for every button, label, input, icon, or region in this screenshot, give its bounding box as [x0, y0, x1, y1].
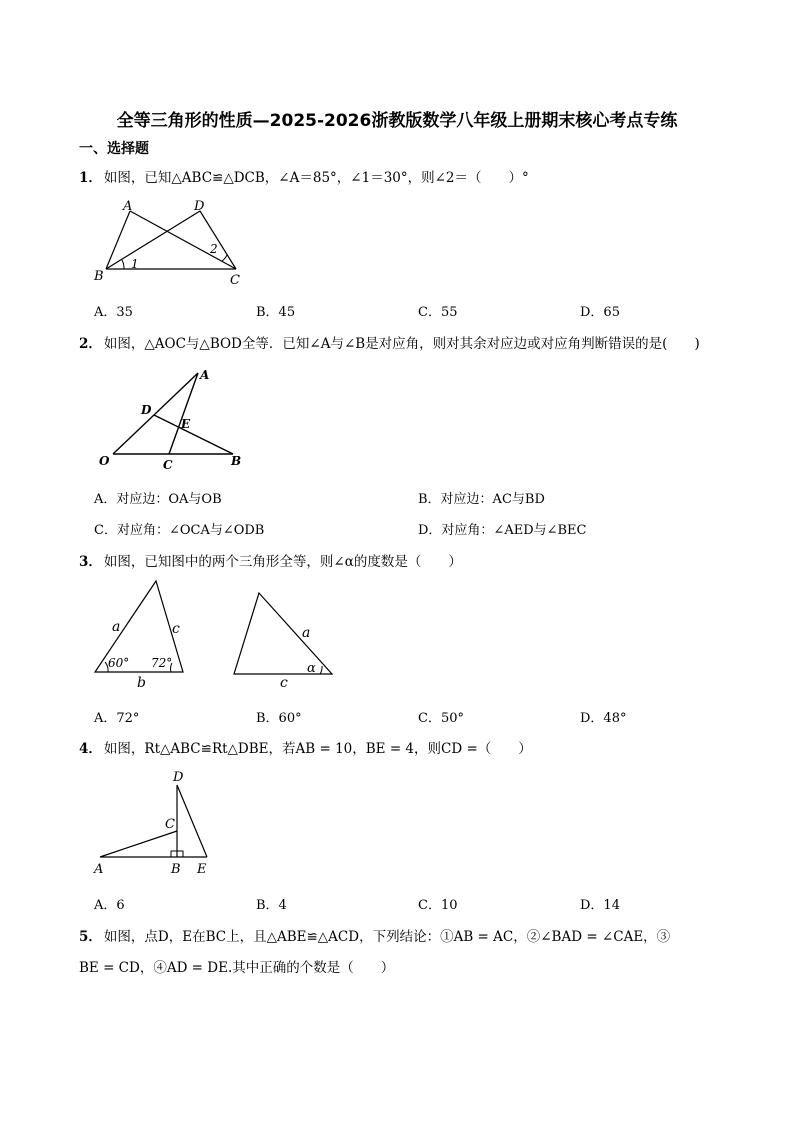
figure-q2 [95, 362, 255, 474]
label-a: a [112, 619, 121, 635]
question-stem: 如图，已知△ABC≌△DCB，∠A＝85°，∠1＝30°，则∠2＝（ ）° [103, 170, 529, 186]
label-B: B [231, 454, 242, 468]
figure-q3 [88, 578, 348, 690]
question-number: 2． [79, 336, 102, 352]
question-4 [79, 737, 532, 757]
label-O: O [99, 454, 110, 468]
option-b: B．60° [256, 711, 302, 726]
option-c: C．对应角：∠OCA与∠ODB [94, 523, 265, 538]
option-b: B．4 [256, 898, 287, 913]
option-a: A．72° [94, 711, 140, 726]
question-number: 5． [79, 929, 102, 945]
label-D: D [173, 770, 184, 785]
question-stem: 如图，已知图中的两个三角形全等，则∠α的度数是（ ） [103, 554, 462, 570]
option-d: D．48° [580, 711, 627, 726]
question-1 [79, 166, 529, 186]
question-stem: 如图，点D，E在BC上，且△ABE≌△ACD，下列结论：①AB = AC，②∠BAD = ∠CAE，③ [103, 929, 671, 945]
option-a: A．对应边：OA与OB [94, 492, 222, 507]
figure-q1 [90, 195, 250, 287]
label-alpha: α [307, 661, 316, 676]
question-3 [79, 550, 462, 570]
page-title: 全等三角形的性质—2025-2026浙教版数学八年级上册期末核心考点专练 [116, 111, 678, 131]
question-stem: 如图，△AOC与△BOD全等．已知∠A与∠B是对应角，则对其余对应边或对应角判断错误的是( ) [103, 336, 700, 352]
label-a: a [302, 625, 311, 641]
label-72: 72° [151, 656, 173, 670]
label-D: D [194, 199, 205, 214]
option-d: D．14 [580, 898, 620, 913]
label-1: 1 [131, 257, 139, 271]
label-C: C [165, 817, 175, 832]
option-c: C．50° [418, 711, 464, 726]
option-d: D．65 [580, 305, 620, 320]
option-a: A．6 [94, 898, 125, 913]
label-D: D [141, 403, 152, 417]
question-5 [79, 925, 670, 945]
label-c: c [280, 675, 288, 690]
label-A: A [123, 199, 133, 214]
question-stem: 如图，Rt△ABC≌Rt△DBE，若AB = 10，BE = 4，则CD =（ ） [103, 741, 532, 757]
label-60: 60° [108, 656, 130, 670]
label-b: b [137, 675, 146, 690]
question-number: 4． [79, 741, 102, 757]
label-2: 2 [210, 242, 218, 256]
label-A: A [200, 368, 210, 382]
option-d: D．对应角：∠AED与∠BEC [418, 523, 587, 538]
label-A: A [94, 862, 104, 877]
question-number: 3． [79, 554, 102, 570]
option-b: B．45 [256, 305, 296, 320]
label-C: C [163, 458, 173, 472]
label-C: C [230, 273, 240, 287]
label-E: E [181, 417, 191, 431]
option-c: C．10 [418, 898, 458, 913]
label-E: E [197, 862, 207, 877]
question-5-line-2: BE = CD，④AD = DE.其中正确的个数是（ ） [79, 960, 395, 976]
option-b: B．对应边：AC与BD [418, 492, 545, 507]
label-B: B [171, 862, 181, 877]
question-2 [79, 332, 700, 352]
figure-q4 [90, 767, 220, 879]
question-number: 1． [79, 170, 102, 186]
option-a: A．35 [94, 305, 133, 320]
label-B: B [94, 269, 104, 284]
option-c: C．55 [418, 305, 458, 320]
section-title: 一、选择题 [79, 141, 149, 157]
label-c: c [172, 621, 180, 637]
